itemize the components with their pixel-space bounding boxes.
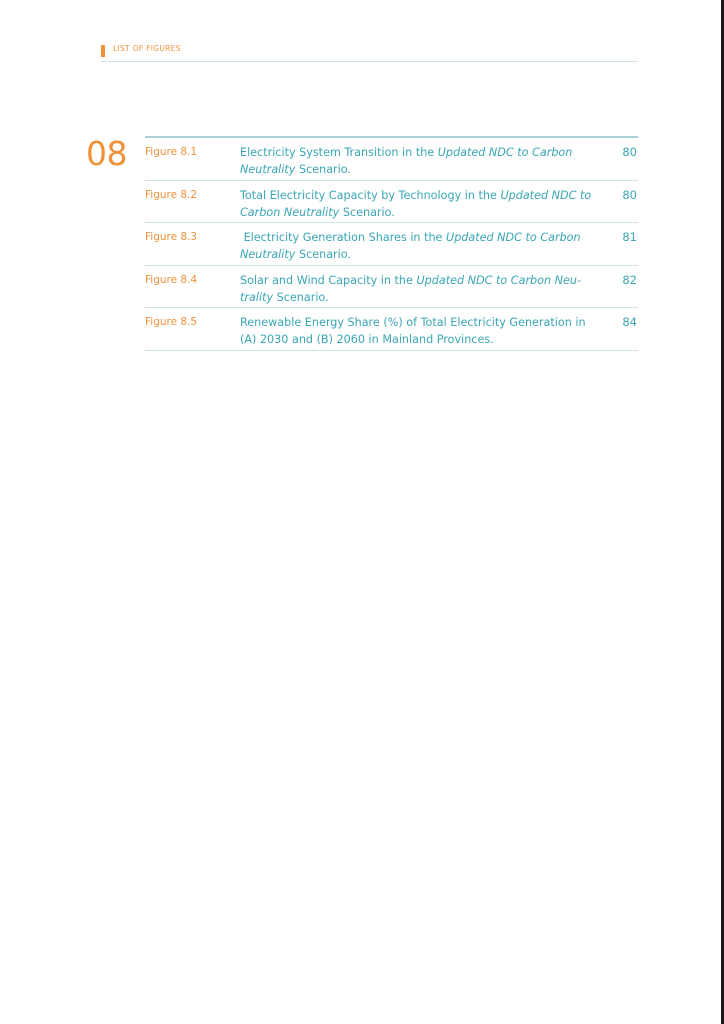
figure-id: Figure 8.3 (145, 231, 198, 243)
figure-title: Total Electricity Capacity by Technology in the Updated NDC to Carbon Neutrality Scenario. (240, 188, 592, 219)
figure-id: Figure 8.2 (145, 188, 198, 201)
figure-page: 84 (622, 315, 637, 329)
figure-page: 82 (622, 272, 637, 287)
figure-page: 80 (622, 145, 637, 159)
list-item[interactable] (145, 181, 638, 224)
list-item[interactable] (145, 308, 638, 351)
figure-title: Electricity System Transition in the Updated NDC to Carbon Neutrality Scenario. (240, 146, 573, 176)
figure-page: 80 (622, 187, 637, 202)
running-header (101, 42, 638, 62)
figure-list (145, 136, 638, 351)
figure-title: Electricity Generation Shares in the Updated NDC to Carbon Neutrality Scenario. (240, 231, 581, 261)
list-item[interactable] (145, 138, 638, 181)
chapter-number: 08 (86, 134, 127, 173)
header-marker (101, 45, 105, 57)
figure-title: Renewable Energy Share (%) of Total Electricity Generation in (A) 2030 and (B) 2060 in Mainland Provinces. (240, 316, 586, 346)
figure-id: Figure 8.5 (145, 316, 198, 328)
figure-id: Figure 8.1 (145, 146, 198, 158)
list-item[interactable] (145, 266, 638, 309)
figure-page: 81 (622, 230, 637, 244)
figure-id: Figure 8.4 (145, 273, 198, 286)
header-label: LIST OF FIGURES (113, 44, 181, 53)
figure-title: Solar and Wind Capacity in the Updated NDC to Carbon Neu-trality Scenario. (240, 273, 582, 304)
list-item[interactable] (145, 223, 638, 266)
